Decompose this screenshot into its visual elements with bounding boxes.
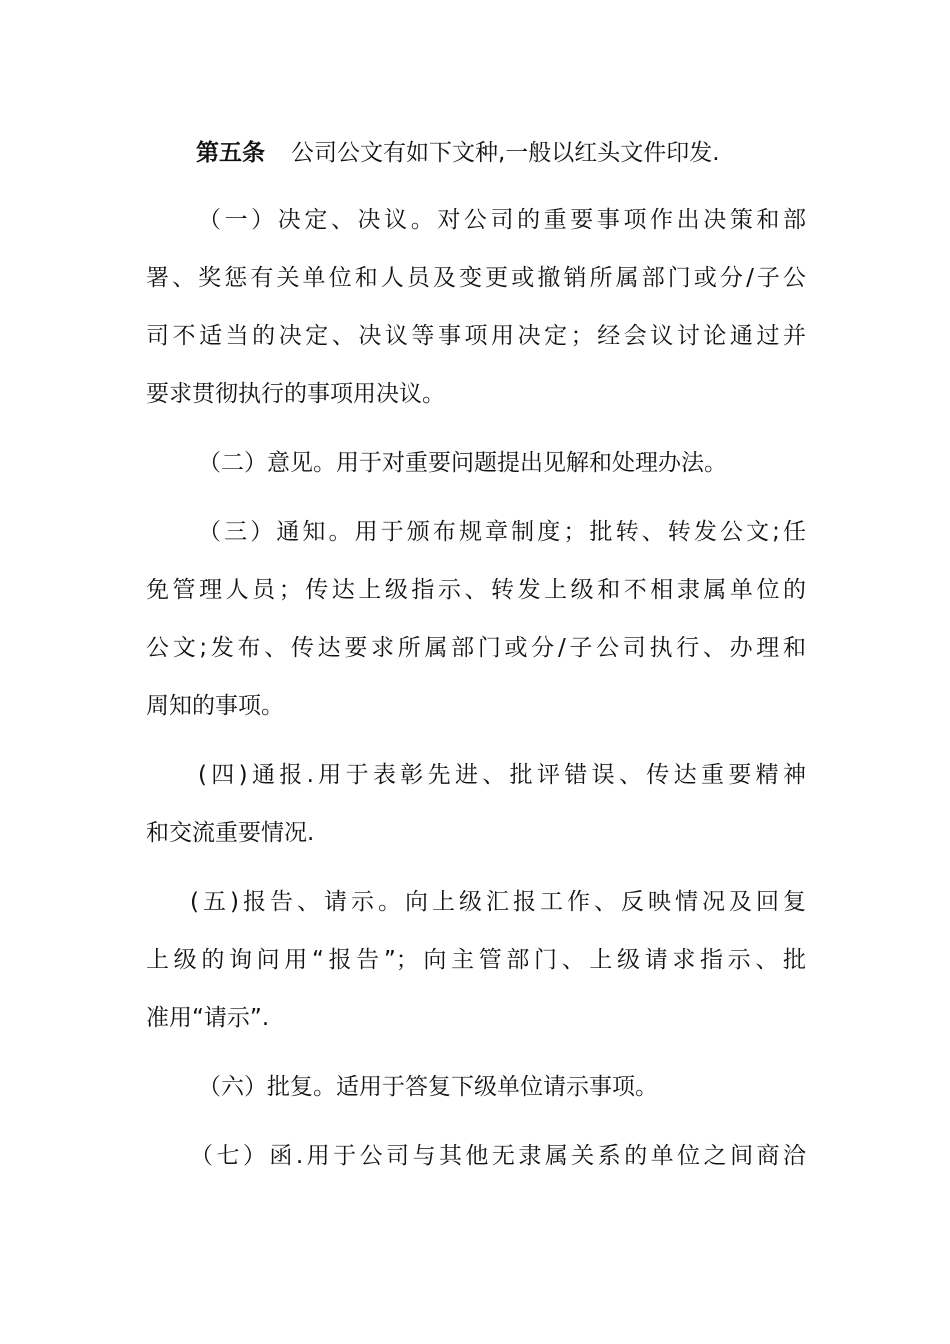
section-5-line-1: (五)报告、请示。向上级汇报工作、反映情况及回复: [190, 889, 806, 915]
section-1-line-2: 署、奖惩有关单位和人员及变更或撤销所属部门或分/子公: [146, 265, 806, 291]
section-7-line-1: （七）函.用于公司与其他无隶属关系的单位之间商洽: [190, 1143, 806, 1169]
section-6-line-1: （六）批复。适用于答复下级单位请示事项。: [198, 1074, 658, 1100]
section-2-line-1: （二）意见。用于对重要问题提出见解和处理办法。: [198, 450, 727, 476]
section-1-line-4: 要求贯彻执行的事项用决议。: [146, 381, 445, 407]
article-heading: [196, 138, 816, 168]
section-3-line-3: 公文;发布、传达要求所属部门或分/子公司执行、办理和: [146, 635, 806, 661]
article-text: 公司公文有如下文种,一般以红头文件印发.: [291, 140, 720, 166]
section-3-line-2: 免管理人员；传达上级指示、转发上级和不相隶属单位的: [146, 577, 806, 603]
section-4-line-1: (四)通报.用于表彰先进、批评错误、传达重要精神: [198, 762, 806, 788]
article-label: 第五条: [196, 140, 265, 166]
section-3-line-4: 周知的事项。: [146, 693, 284, 719]
section-1-line-3: 司不适当的决定、决议等事项用决定；经会议讨论通过并: [146, 323, 806, 349]
section-1-line-1: （一）决定、决议。对公司的重要事项作出决策和部: [198, 207, 806, 233]
section-5-line-2: 上级的询问用“报告”；向主管部门、上级请求指示、批: [146, 947, 806, 973]
section-5-line-3: 准用“请示”.: [146, 1005, 270, 1031]
section-3-line-1: （三）通知。用于颁布规章制度；批转、转发公文;任: [198, 519, 806, 545]
section-4-line-2: 和交流重要情况.: [146, 820, 315, 846]
